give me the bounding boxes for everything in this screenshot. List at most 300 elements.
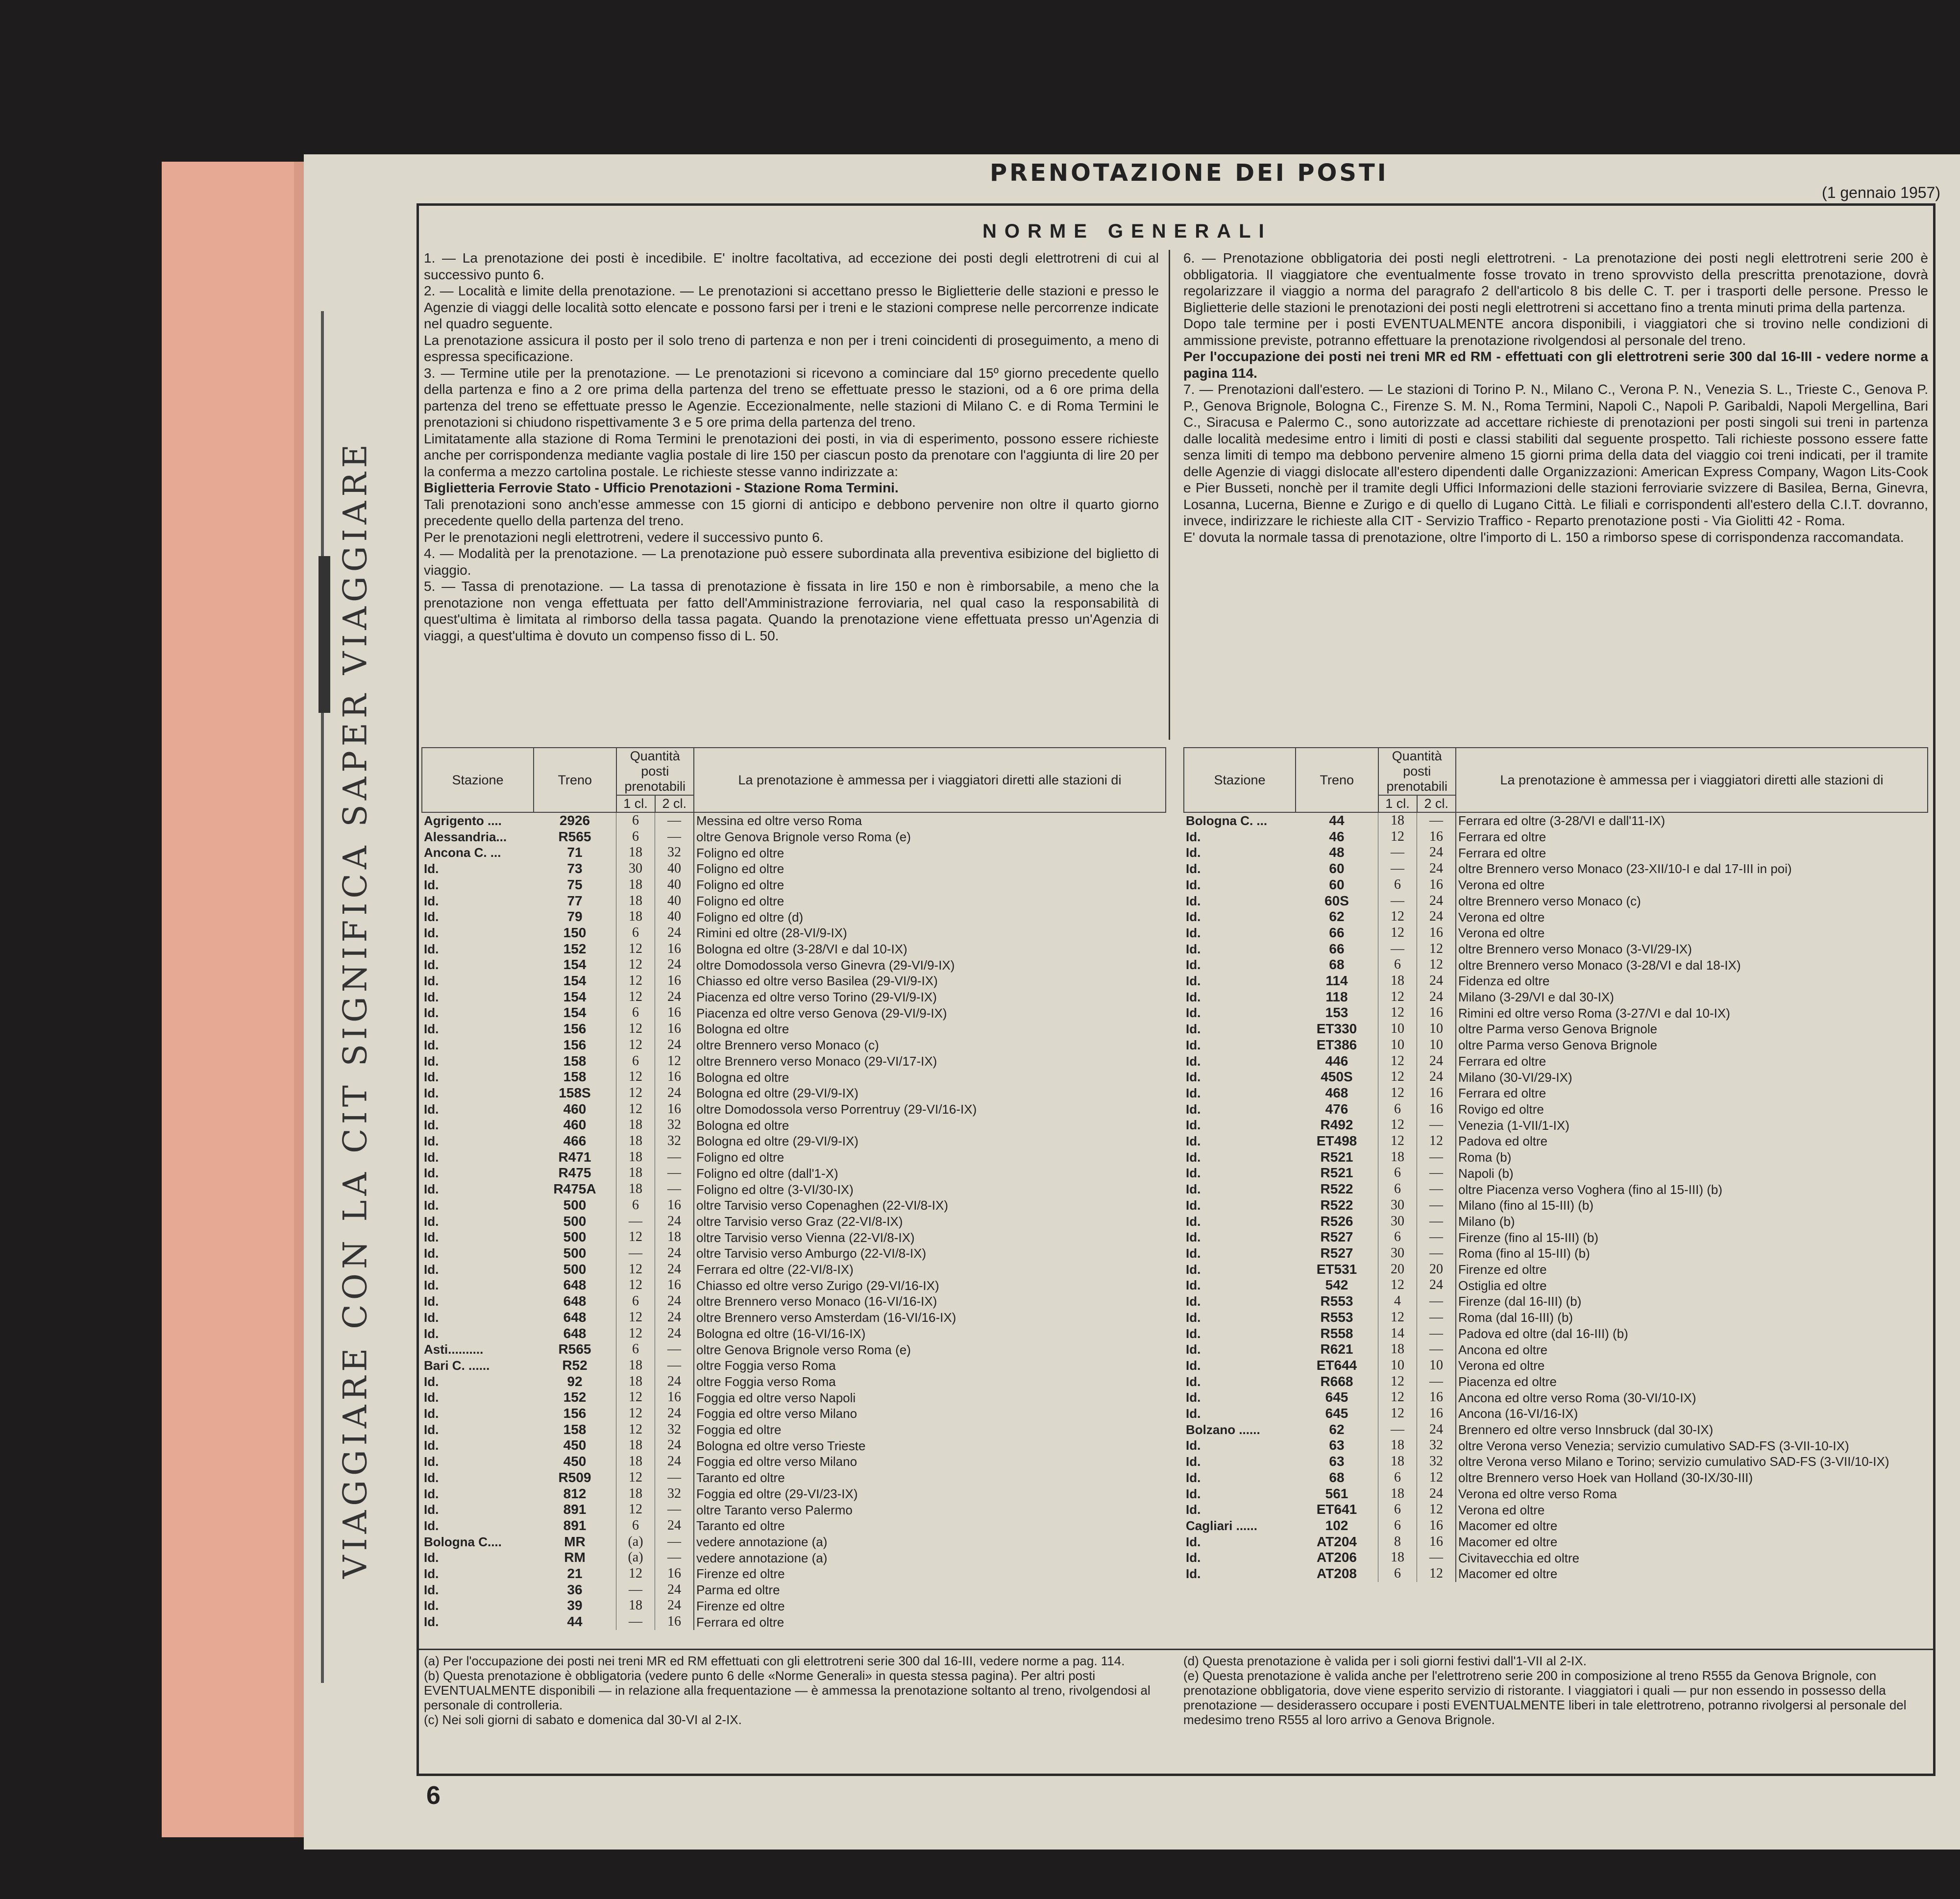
- destination-cell: Ancona ed oltre: [1456, 1341, 1928, 1358]
- spine-strip: [304, 213, 407, 1805]
- first-class-cell: 12: [616, 1422, 655, 1438]
- table-row: [422, 973, 1166, 989]
- train-cell: AT204: [1317, 1534, 1357, 1549]
- second-class-cell: 24: [1417, 909, 1456, 925]
- footnotes-left: [424, 1654, 1159, 1727]
- table-row: [422, 1534, 1166, 1550]
- table-row: [1184, 1486, 1928, 1502]
- first-class-cell: 6: [616, 812, 655, 829]
- station-cell: Id.: [424, 957, 439, 973]
- second-class-cell: —: [655, 1550, 694, 1566]
- destination-cell: Verona ed oltre: [1456, 877, 1928, 893]
- station-cell: Agrigento ....: [424, 813, 502, 828]
- footnote: (d) Questa prenotazione è valida per i soli giorni festivi dall'1-VII al 2-IX.: [1183, 1654, 1587, 1668]
- table-row: [422, 1021, 1166, 1037]
- train-cell: 73: [567, 861, 583, 876]
- train-cell: ET386: [1316, 1037, 1357, 1052]
- table-row: [1184, 1566, 1928, 1582]
- destination-cell: oltre Domodossola verso Ginevra (29-VI/9-IX): [694, 957, 1166, 973]
- station-cell: Id.: [424, 1438, 439, 1453]
- table-row: [1184, 1470, 1928, 1486]
- first-class-cell: 30: [1378, 1214, 1417, 1230]
- destination-cell: Firenze (fino al 15-III) (b): [1456, 1229, 1928, 1245]
- station-cell: Id.: [424, 1214, 439, 1229]
- station-cell: Id.: [1186, 845, 1201, 860]
- second-class-cell: 16: [1417, 1406, 1456, 1422]
- train-cell: 21: [567, 1566, 583, 1582]
- train-cell: ET644: [1316, 1357, 1357, 1373]
- table-row: [1184, 1374, 1928, 1390]
- second-class-cell: 40: [655, 909, 694, 925]
- station-cell: Id.: [1186, 1214, 1201, 1229]
- second-class-cell: 24: [655, 1406, 694, 1422]
- second-class-cell: 16: [655, 1101, 694, 1118]
- col-header-c2: 2 cl.: [655, 795, 694, 812]
- destination-cell: Taranto ed oltre: [694, 1518, 1166, 1534]
- second-class-cell: 24: [1417, 861, 1456, 877]
- train-cell: 156: [563, 1037, 587, 1052]
- table-row: [422, 1310, 1166, 1326]
- first-class-cell: 12: [1378, 1389, 1417, 1406]
- second-class-cell: —: [1417, 1149, 1456, 1166]
- destination-cell: oltre Foggia verso Roma: [694, 1358, 1166, 1374]
- table-row: [422, 1133, 1166, 1149]
- destination-cell: Foggia ed oltre: [694, 1422, 1166, 1438]
- destination-cell: Foligno ed oltre (d): [694, 909, 1166, 925]
- second-class-cell: —: [1417, 1293, 1456, 1310]
- table-row: [1184, 829, 1928, 845]
- first-class-cell: 12: [616, 1326, 655, 1342]
- train-cell: 158S: [559, 1085, 591, 1100]
- table-row: [1184, 1341, 1928, 1358]
- station-cell: Id.: [424, 1166, 439, 1181]
- second-class-cell: 24: [655, 1374, 694, 1390]
- second-class-cell: —: [655, 1502, 694, 1518]
- station-cell: Id.: [1186, 1454, 1201, 1469]
- station-cell: Bari C. ......: [424, 1358, 490, 1373]
- first-class-cell: 6: [1378, 877, 1417, 893]
- second-class-cell: 32: [1417, 1437, 1456, 1454]
- first-class-cell: 6: [616, 1518, 655, 1534]
- first-class-cell: 12: [1378, 1085, 1417, 1101]
- first-class-cell: 12: [616, 1021, 655, 1037]
- train-cell: 446: [1325, 1053, 1348, 1069]
- first-class-cell: 12: [1378, 1005, 1417, 1021]
- table-row: [1184, 957, 1928, 973]
- table-row: [422, 941, 1166, 957]
- destination-cell: Piacenza ed oltre: [1456, 1374, 1928, 1390]
- destination-cell: Roma (dal 16-III) (b): [1456, 1310, 1928, 1326]
- first-class-cell: 18: [616, 1133, 655, 1149]
- second-class-cell: 16: [1417, 1005, 1456, 1021]
- station-cell: Id.: [1186, 925, 1201, 940]
- station-cell: Id.: [424, 1037, 439, 1052]
- table-row: [1184, 1197, 1928, 1214]
- train-cell: 44: [567, 1614, 583, 1630]
- page-title: PRENOTAZIONE DEI POSTI: [990, 159, 1389, 187]
- station-cell: Id.: [424, 1470, 439, 1485]
- destination-cell: Foligno ed oltre (dall'1-X): [694, 1165, 1166, 1181]
- destination-cell: Foligno ed oltre: [694, 845, 1166, 861]
- second-class-cell: 16: [655, 1389, 694, 1406]
- first-class-cell: 12: [616, 957, 655, 973]
- station-cell: Id.: [1186, 1005, 1201, 1021]
- second-class-cell: 10: [1417, 1358, 1456, 1374]
- station-cell: Id.: [1186, 1342, 1201, 1357]
- second-class-cell: 16: [655, 1021, 694, 1037]
- first-class-cell: 12: [1378, 1277, 1417, 1293]
- station-cell: Id.: [1186, 1262, 1201, 1277]
- train-cell: 36: [567, 1582, 583, 1597]
- first-class-cell: 6: [1378, 1181, 1417, 1197]
- destination-cell: oltre Taranto verso Palermo: [694, 1502, 1166, 1518]
- train-cell: 476: [1325, 1101, 1348, 1117]
- station-cell: Id.: [424, 1310, 439, 1325]
- station-cell: Id.: [424, 1502, 439, 1517]
- table-row: [1184, 925, 1928, 941]
- destination-cell: oltre Brennero verso Monaco (29-VI/17-IX): [694, 1053, 1166, 1070]
- first-class-cell: 14: [1378, 1326, 1417, 1342]
- destination-cell: oltre Foggia verso Roma: [694, 1374, 1166, 1390]
- first-class-cell: 6: [616, 1005, 655, 1021]
- second-class-cell: —: [1417, 1326, 1456, 1342]
- table-row: [422, 1502, 1166, 1518]
- col-header-c1: 1 cl.: [616, 795, 655, 812]
- destination-cell: Fidenza ed oltre: [1456, 973, 1928, 989]
- destination-cell: oltre Verona verso Milano e Torino; servizio cumulativo SAD-FS (3-VII/10-IX): [1456, 1454, 1928, 1470]
- first-class-cell: 12: [616, 1037, 655, 1053]
- train-cell: 500: [563, 1261, 587, 1277]
- station-cell: Bologna C. ...: [1186, 813, 1268, 828]
- table-row: [422, 925, 1166, 941]
- second-class-cell: 12: [1417, 1502, 1456, 1518]
- station-cell: Id.: [424, 1053, 439, 1069]
- destination-cell: Ancona ed oltre verso Roma (30-VI/10-IX): [1456, 1389, 1928, 1406]
- station-cell: Id.: [1186, 1037, 1201, 1052]
- station-cell: Id.: [424, 1326, 439, 1341]
- second-class-cell: —: [1417, 1165, 1456, 1181]
- destination-cell: Civitavecchia ed oltre: [1456, 1550, 1928, 1566]
- second-class-cell: —: [1417, 1229, 1456, 1245]
- station-cell: Id.: [424, 1406, 439, 1421]
- first-class-cell: 12: [1378, 1133, 1417, 1149]
- train-cell: 71: [567, 845, 583, 860]
- second-class-cell: 24: [655, 1310, 694, 1326]
- col-header-qty: Quantità posti prenotabili: [616, 748, 694, 795]
- norme-title: NORME GENERALI: [982, 220, 1272, 242]
- first-class-cell: 18: [1378, 1437, 1417, 1454]
- norme-paragraph: La prenotazione assicura il posto per il solo treno di partenza e non per i treni coincidenti di proseguimento, a meno di espressa specificazione.: [424, 332, 1159, 364]
- destination-cell: Milano (b): [1456, 1214, 1928, 1230]
- destination-cell: Bologna ed oltre verso Trieste: [694, 1437, 1166, 1454]
- station-cell: Id.: [1186, 861, 1201, 876]
- table-row: [1184, 1101, 1928, 1118]
- second-class-cell: —: [1417, 1310, 1456, 1326]
- station-cell: Id.: [424, 1454, 439, 1469]
- spine-bar: [318, 556, 330, 713]
- norme-paragraph: 3. — Termine utile per la prenotazione. — Le prenotazioni si ricevono a cominciare dal 15º giorno precedente quello della partenza e fino a 2 ore prima della partenza del treno se effettuate presso le stazioni, od a 6 ore prima della partenza del treno se effettuate presso le Agenzie. Eccezionalmente, nelle stazioni di Milano C. e di Roma Termini le prenotazioni si chiudono rispettivamente 3 e 5 ore prima della partenza del treno.: [424, 365, 1159, 430]
- destination-cell: oltre Verona verso Venezia; servizio cumulativo SAD-FS (3-VII-10-IX): [1456, 1437, 1928, 1454]
- station-cell: Asti..........: [424, 1342, 484, 1357]
- second-class-cell: 16: [1417, 1101, 1456, 1118]
- table-row: [422, 1005, 1166, 1021]
- train-cell: 48: [1329, 845, 1345, 860]
- station-cell: Id.: [1186, 1390, 1201, 1405]
- station-cell: Id.: [1186, 1278, 1201, 1293]
- train-cell: R475A: [553, 1181, 596, 1197]
- destination-cell: Napoli (b): [1456, 1165, 1928, 1181]
- second-class-cell: 24: [1417, 1069, 1456, 1085]
- table-row: [422, 1277, 1166, 1293]
- station-cell: Id.: [424, 1422, 439, 1437]
- destination-cell: Macomer ed oltre: [1456, 1518, 1928, 1534]
- train-cell: 648: [563, 1325, 587, 1341]
- station-cell: Id.: [1186, 974, 1201, 989]
- table-row: [1184, 1406, 1928, 1422]
- table-row: [1184, 1534, 1928, 1550]
- second-class-cell: 24: [1417, 1277, 1456, 1293]
- first-class-cell: 12: [616, 1069, 655, 1085]
- norme-column-left: [424, 250, 1159, 644]
- station-cell: Id.: [424, 893, 439, 908]
- table-row: [1184, 1069, 1928, 1085]
- first-class-cell: 18: [1378, 1454, 1417, 1470]
- first-class-cell: 10: [1378, 1358, 1417, 1374]
- destination-cell: Chiasso ed oltre verso Basilea (29-VI/9-IX): [694, 973, 1166, 989]
- station-cell: Id.: [424, 1550, 439, 1565]
- train-cell: 79: [567, 909, 583, 925]
- destination-cell: oltre Brennero verso Amsterdam (16-VI/16-IX): [694, 1310, 1166, 1326]
- train-cell: ET330: [1316, 1021, 1357, 1037]
- train-cell: 66: [1329, 941, 1345, 956]
- table-row: [1184, 1085, 1928, 1101]
- train-cell: R553: [1320, 1309, 1353, 1325]
- table-row: [1184, 1214, 1928, 1230]
- table-row: [422, 1582, 1166, 1598]
- second-class-cell: 24: [1417, 893, 1456, 909]
- first-class-cell: 6: [1378, 1229, 1417, 1245]
- destination-cell: Bologna ed oltre: [694, 1021, 1166, 1037]
- footnote: (a) Per l'occupazione dei posti nei treni MR ed RM effettuati con gli elettrotreni serie 300 dal 16-III, vedere norme a pag. 114.: [424, 1654, 1125, 1668]
- first-class-cell: 12: [616, 1101, 655, 1118]
- station-cell: Id.: [1186, 1070, 1201, 1085]
- second-class-cell: 16: [1417, 1085, 1456, 1101]
- first-class-cell: 12: [616, 989, 655, 1005]
- second-class-cell: 12: [655, 1053, 694, 1070]
- destination-cell: oltre Tarvisio verso Vienna (22-VI/8-IX): [694, 1229, 1166, 1245]
- train-cell: 891: [563, 1502, 587, 1517]
- destination-cell: Rimini ed oltre (28-VI/9-IX): [694, 925, 1166, 941]
- destination-cell: Ferrara ed oltre: [1456, 1085, 1928, 1101]
- second-class-cell: 24: [655, 957, 694, 973]
- train-cell: 158: [563, 1053, 587, 1069]
- first-class-cell: 12: [1378, 1069, 1417, 1085]
- first-class-cell: —: [616, 1582, 655, 1598]
- first-class-cell: 6: [616, 829, 655, 845]
- station-cell: Cagliari ......: [1186, 1518, 1257, 1533]
- footnotes-right: [1183, 1654, 1918, 1727]
- train-cell: 75: [567, 876, 583, 892]
- destination-cell: Macomer ed oltre: [1456, 1534, 1928, 1550]
- col-header-train: Treno: [534, 748, 616, 812]
- train-cell: 150: [563, 925, 587, 940]
- destination-cell: Foligno ed oltre: [694, 861, 1166, 877]
- second-class-cell: —: [655, 1181, 694, 1197]
- second-class-cell: 24: [655, 1454, 694, 1470]
- station-cell: Id.: [424, 1005, 439, 1021]
- table-row: [422, 1437, 1166, 1454]
- col-header-qty: Quantità posti prenotabili: [1378, 748, 1456, 795]
- table-row: [422, 861, 1166, 877]
- footnote: (b) Questa prenotazione è obbligatoria (vedere punto 6 delle «Norme Generali» in questa stessa pagina). Per altri posti EVENTUALMENTE disponibili — in relazione alla frequentazione — è ammessa la prenotazione soltanto al treno, rivolgendosi al personale di controlleria.: [424, 1668, 1151, 1712]
- first-class-cell: —: [616, 1214, 655, 1230]
- station-cell: Id.: [424, 1390, 439, 1405]
- table-row: [422, 1053, 1166, 1070]
- second-class-cell: 24: [1417, 1053, 1456, 1070]
- table-row: [422, 1117, 1166, 1133]
- second-class-cell: 32: [655, 845, 694, 861]
- second-class-cell: 24: [655, 1437, 694, 1454]
- train-cell: 60S: [1324, 893, 1349, 908]
- second-class-cell: 16: [1417, 1534, 1456, 1550]
- station-cell: Id.: [424, 1598, 439, 1613]
- first-class-cell: 18: [616, 1486, 655, 1502]
- table-row: [1184, 1518, 1928, 1534]
- destination-cell: Foggia ed oltre verso Napoli: [694, 1389, 1166, 1406]
- norme-paragraph: 6. — Prenotazione obbligatoria dei posti negli elettrotreni. - La prenotazione dei posti negli elettrotreni serie 200 è obbligatoria. Il viaggiatore che eventualmente fosse trovato in treno sprovvisto della prescritta prenotazione, dovrà regolarizzare il viaggio a norma del paragrafo 2 dell'articolo 8 bis delle C. T. per i trasporti delle persone. Presso le Biglietterie delle stazioni le prenotazioni dei posti negli elettrotreni si accettano fino a trenta minuti prima della partenza.: [1183, 250, 1928, 315]
- second-class-cell: 10: [1417, 1021, 1456, 1037]
- destination-cell: Ancona (16-VI/16-IX): [1456, 1406, 1928, 1422]
- first-class-cell: —: [1378, 893, 1417, 909]
- destination-cell: Bologna ed oltre (29-VI/9-IX): [694, 1133, 1166, 1149]
- table-row: [422, 1470, 1166, 1486]
- table-row: [1184, 1005, 1928, 1021]
- table-row: [422, 1245, 1166, 1262]
- first-class-cell: 18: [616, 1374, 655, 1390]
- first-class-cell: 12: [1378, 925, 1417, 941]
- norme-paragraph: Dopo tale termine per i posti EVENTUALMENTE ancora disponibili, i viaggiatori che si trovino nelle condizioni di ammissione previste, potranno effettuare la prenotazione rivolgendosi al personale del treno.: [1183, 316, 1928, 348]
- content-frame: [416, 203, 1936, 1776]
- station-cell: Id.: [424, 1149, 439, 1165]
- first-class-cell: 6: [1378, 957, 1417, 973]
- station-cell: Id.: [424, 1614, 439, 1630]
- station-cell: Id.: [1186, 1310, 1201, 1325]
- table-row: [422, 1214, 1166, 1230]
- table-row: [422, 1518, 1166, 1534]
- spine-slogan: VIAGGIARE CON LA CIT SIGNIFICA SAPER VIAGGIARE: [336, 439, 374, 1579]
- first-class-cell: 18: [1378, 812, 1417, 829]
- first-class-cell: —: [1378, 941, 1417, 957]
- table-row: [1184, 941, 1928, 957]
- table-row: [1184, 1053, 1928, 1070]
- page-date: (1 gennaio 1957): [1822, 184, 1940, 201]
- train-cell: ET498: [1316, 1133, 1357, 1149]
- second-class-cell: —: [1417, 1550, 1456, 1566]
- station-cell: Id.: [424, 909, 439, 925]
- first-class-cell: (a): [616, 1534, 655, 1550]
- second-class-cell: —: [655, 1534, 694, 1550]
- station-cell: Id.: [1186, 957, 1201, 973]
- station-cell: Id.: [424, 1101, 439, 1117]
- first-class-cell: 18: [1378, 1341, 1417, 1358]
- second-class-cell: 12: [1417, 1133, 1456, 1149]
- train-cell: 62: [1329, 909, 1345, 925]
- second-class-cell: 24: [655, 1582, 694, 1598]
- first-class-cell: —: [1378, 861, 1417, 877]
- destination-cell: Taranto ed oltre: [694, 1470, 1166, 1486]
- train-cell: 152: [563, 1389, 587, 1405]
- station-cell: Alessandria...: [424, 829, 507, 844]
- station-cell: Id.: [1186, 1294, 1201, 1309]
- second-class-cell: —: [655, 1358, 694, 1374]
- table-row: [422, 1486, 1166, 1502]
- train-cell: 153: [1325, 1005, 1348, 1021]
- train-cell: 450: [563, 1454, 587, 1469]
- train-cell: R522: [1320, 1197, 1353, 1213]
- station-cell: Id.: [1186, 1197, 1201, 1213]
- second-class-cell: 12: [1417, 1470, 1456, 1486]
- destination-cell: oltre Domodossola verso Porrentruy (29-VI/16-IX): [694, 1101, 1166, 1118]
- second-class-cell: —: [655, 829, 694, 845]
- train-cell: R475: [558, 1165, 591, 1181]
- first-class-cell: 4: [1378, 1293, 1417, 1310]
- norme-paragraph: E' dovuta la normale tassa di prenotazione, oltre l'importo di L. 150 a rimborso spese di corrispondenza raccomandata.: [1183, 529, 1904, 545]
- destination-cell: Foligno ed oltre: [694, 1149, 1166, 1166]
- station-cell: Id.: [1186, 1534, 1201, 1549]
- first-class-cell: 18: [616, 1165, 655, 1181]
- table-row: [422, 909, 1166, 925]
- station-cell: Id.: [424, 1582, 439, 1597]
- destination-cell: Piacenza ed oltre verso Torino (29-VI/9-IX): [694, 989, 1166, 1005]
- first-class-cell: 6: [616, 1293, 655, 1310]
- table-row: [1184, 1133, 1928, 1149]
- table-row: [1184, 1310, 1928, 1326]
- destination-cell: Verona ed oltre: [1456, 925, 1928, 941]
- train-cell: 450: [563, 1437, 587, 1453]
- train-cell: 2926: [559, 813, 590, 828]
- second-class-cell: 24: [655, 1245, 694, 1262]
- train-cell: 102: [1325, 1517, 1348, 1533]
- table-row: [1184, 1358, 1928, 1374]
- station-cell: Id.: [424, 1134, 439, 1149]
- table-row: [422, 1454, 1166, 1470]
- destination-cell: Foligno ed oltre (3-VI/30-IX): [694, 1181, 1166, 1197]
- second-class-cell: 24: [655, 1262, 694, 1278]
- train-cell: R621: [1320, 1341, 1353, 1357]
- train-cell: R509: [558, 1469, 591, 1485]
- second-class-cell: —: [1417, 812, 1456, 829]
- column-divider: [1169, 250, 1170, 740]
- table-row: [422, 1598, 1166, 1614]
- destination-cell: Milano (30-VI/29-IX): [1456, 1069, 1928, 1085]
- station-cell: Id.: [424, 1182, 439, 1197]
- station-cell: Id.: [1186, 1166, 1201, 1181]
- train-cell: 114: [1325, 973, 1348, 989]
- destination-cell: Verona ed oltre: [1456, 1358, 1928, 1374]
- train-cell: ET641: [1316, 1502, 1357, 1517]
- first-class-cell: 18: [616, 909, 655, 925]
- destination-cell: oltre Brennero verso Monaco (16-VI/16-IX): [694, 1293, 1166, 1310]
- destination-cell: vedere annotazione (a): [694, 1550, 1166, 1566]
- train-cell: R521: [1320, 1149, 1353, 1165]
- destination-cell: Brennero ed oltre verso Innsbruck (dal 30-IX): [1456, 1422, 1928, 1438]
- table-row: [422, 957, 1166, 973]
- station-cell: Id.: [424, 861, 439, 876]
- destination-cell: Foligno ed oltre: [694, 877, 1166, 893]
- first-class-cell: 12: [1378, 1310, 1417, 1326]
- train-cell: 60: [1329, 876, 1345, 892]
- second-class-cell: —: [655, 1149, 694, 1166]
